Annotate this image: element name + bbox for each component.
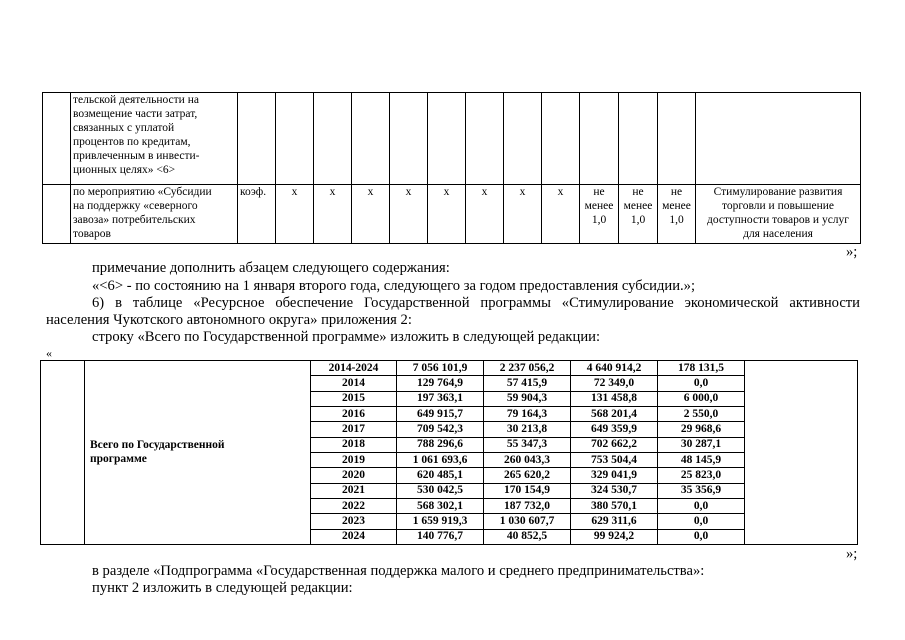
table-row bbox=[311, 452, 745, 467]
federal-cell: 59 904,3 bbox=[484, 391, 571, 406]
cell-line: менее bbox=[662, 200, 691, 212]
table-row bbox=[311, 406, 745, 421]
regional-cell: 99 924,2 bbox=[571, 529, 658, 544]
regional-cell: 568 201,4 bbox=[571, 406, 658, 421]
closing-quote: »; bbox=[846, 546, 858, 562]
total-cell: 788 296,6 bbox=[397, 437, 484, 452]
year-cell: 2020 bbox=[311, 468, 397, 483]
other-cell: 29 968,6 bbox=[658, 422, 745, 437]
indicators-table bbox=[42, 92, 861, 244]
cell-line: не bbox=[632, 186, 644, 198]
regional-cell: 649 359,9 bbox=[571, 422, 658, 437]
table-row bbox=[311, 483, 745, 498]
total-cell: 197 363,1 bbox=[397, 391, 484, 406]
table-row bbox=[311, 468, 745, 483]
cell-line: тельской деятельности на bbox=[73, 94, 199, 106]
table-row bbox=[311, 498, 745, 513]
table-cell bbox=[390, 93, 428, 185]
other-cell: 0,0 bbox=[658, 498, 745, 513]
x-cell: x bbox=[276, 185, 314, 244]
cell-line: 1,0 bbox=[630, 214, 646, 226]
table-cell bbox=[580, 93, 619, 185]
cell-line: ционных целях» <6> bbox=[73, 164, 176, 176]
cell-line: не bbox=[670, 186, 683, 198]
federal-cell: 170 154,9 bbox=[484, 483, 571, 498]
closing-quote: »; bbox=[846, 244, 858, 260]
resource-table bbox=[310, 360, 745, 545]
other-cell: 6 000,0 bbox=[658, 391, 745, 406]
regional-cell: 629 311,6 bbox=[571, 514, 658, 529]
regional-cell: 72 349,0 bbox=[571, 376, 658, 391]
table-cell bbox=[43, 185, 71, 244]
cell-line: связанных с уплатой bbox=[73, 122, 175, 134]
federal-cell: 187 732,0 bbox=[484, 498, 571, 513]
target-cell bbox=[658, 185, 696, 244]
measure-description-cell bbox=[71, 93, 238, 185]
table-row bbox=[311, 529, 745, 544]
regional-cell: 131 458,8 bbox=[571, 391, 658, 406]
opening-quote: « bbox=[46, 346, 52, 360]
paragraph-item-6-cont: населения Чукотского автономного округа» приложения 2: bbox=[46, 312, 412, 328]
label-line: программе bbox=[90, 453, 147, 465]
table-row bbox=[311, 361, 745, 376]
cell-line: на поддержку «северного bbox=[73, 200, 198, 212]
row-label bbox=[90, 438, 225, 466]
cell-line: Стимулирование развития bbox=[713, 186, 843, 198]
target-cell bbox=[580, 185, 619, 244]
cell-line: не bbox=[593, 186, 605, 198]
other-cell: 25 823,0 bbox=[658, 468, 745, 483]
table-cell bbox=[542, 93, 580, 185]
table-row bbox=[311, 514, 745, 529]
table-cell bbox=[314, 93, 352, 185]
x-cell: x bbox=[314, 185, 352, 244]
regional-cell: 329 041,9 bbox=[571, 468, 658, 483]
table-row bbox=[43, 93, 861, 185]
regional-cell: 702 662,2 bbox=[571, 437, 658, 452]
table-cell bbox=[619, 93, 658, 185]
year-cell: 2015 bbox=[311, 391, 397, 406]
federal-cell: 265 620,2 bbox=[484, 468, 571, 483]
regional-cell: 753 504,4 bbox=[571, 452, 658, 467]
cell-line: привлеченным в инвести- bbox=[73, 150, 200, 162]
table-row bbox=[311, 422, 745, 437]
table-row bbox=[43, 185, 861, 244]
x-cell: x bbox=[542, 185, 580, 244]
federal-cell: 57 415,9 bbox=[484, 376, 571, 391]
cell-line: 1,0 bbox=[669, 214, 684, 226]
table-cell bbox=[658, 93, 696, 185]
other-cell: 0,0 bbox=[658, 376, 745, 391]
x-cell: x bbox=[504, 185, 542, 244]
year-cell: 2014-2024 bbox=[311, 361, 397, 376]
other-cell: 2 550,0 bbox=[658, 406, 745, 421]
cell-line: товаров bbox=[73, 228, 111, 240]
cell-line: завоза» потребительских bbox=[73, 214, 196, 226]
table-cell bbox=[238, 93, 276, 185]
cell-line: для населения bbox=[743, 228, 813, 240]
other-cell: 0,0 bbox=[658, 514, 745, 529]
year-cell: 2021 bbox=[311, 483, 397, 498]
regional-cell: 380 570,1 bbox=[571, 498, 658, 513]
other-cell: 48 145,9 bbox=[658, 452, 745, 467]
table-cell bbox=[276, 93, 314, 185]
total-cell: 530 042,5 bbox=[397, 483, 484, 498]
federal-cell: 55 347,3 bbox=[484, 437, 571, 452]
other-cell: 178 131,5 bbox=[658, 361, 745, 376]
year-cell: 2014 bbox=[311, 376, 397, 391]
cell-line: по мероприятию «Субсидии bbox=[73, 186, 212, 198]
table-cell bbox=[428, 93, 466, 185]
paragraph-subprogram: в разделе «Подпрограмма «Государственная поддержка малого и среднего предпринимательства»: bbox=[92, 563, 705, 579]
cell-line: процентов по кредитам, bbox=[73, 136, 191, 148]
cell-line: менее bbox=[584, 200, 614, 212]
regional-cell: 4 640 914,2 bbox=[571, 361, 658, 376]
table-cell bbox=[466, 93, 504, 185]
total-cell: 649 915,7 bbox=[397, 406, 484, 421]
total-cell: 568 302,1 bbox=[397, 498, 484, 513]
year-cell: 2023 bbox=[311, 514, 397, 529]
cell-line: доступности товаров и услуг bbox=[706, 214, 850, 226]
x-cell: x bbox=[428, 185, 466, 244]
purpose-cell bbox=[696, 185, 861, 244]
measure-description-cell bbox=[71, 185, 238, 244]
total-cell: 620 485,1 bbox=[397, 468, 484, 483]
total-cell: 7 056 101,9 bbox=[397, 361, 484, 376]
federal-cell: 260 043,3 bbox=[484, 452, 571, 467]
federal-cell: 30 213,8 bbox=[484, 422, 571, 437]
year-cell: 2017 bbox=[311, 422, 397, 437]
paragraph-footnote: «<6> - по состоянию на 1 января второго года, следующего за годом предоставления субсидии.»; bbox=[92, 278, 696, 294]
cell-line: менее bbox=[623, 200, 653, 212]
paragraph-item-6: 6) в таблице «Ресурсное обеспечение Государственной программы «Стимулирование экономической активности bbox=[92, 295, 860, 311]
federal-cell: 1 030 607,7 bbox=[484, 514, 571, 529]
table-row bbox=[311, 391, 745, 406]
label-line: Всего по Государственной bbox=[90, 439, 225, 451]
regional-cell: 324 530,7 bbox=[571, 483, 658, 498]
year-cell: 2018 bbox=[311, 437, 397, 452]
cell-line: возмещение части затрат, bbox=[73, 108, 198, 120]
year-cell: 2019 bbox=[311, 452, 397, 467]
unit-cell: коэф. bbox=[238, 185, 276, 244]
table-row bbox=[311, 437, 745, 452]
federal-cell: 79 164,3 bbox=[484, 406, 571, 421]
total-cell: 1 659 919,3 bbox=[397, 514, 484, 529]
total-cell: 129 764,9 bbox=[397, 376, 484, 391]
x-cell: x bbox=[390, 185, 428, 244]
target-cell bbox=[619, 185, 658, 244]
total-cell: 709 542,3 bbox=[397, 422, 484, 437]
year-cell: 2024 bbox=[311, 529, 397, 544]
year-cell: 2022 bbox=[311, 498, 397, 513]
table-row bbox=[311, 376, 745, 391]
paragraph-point-2: пункт 2 изложить в следующей редакции: bbox=[92, 580, 353, 596]
paragraph-row-instruction: строку «Всего по Государственной программе» изложить в следующей редакции: bbox=[92, 329, 600, 345]
total-cell: 140 776,7 bbox=[397, 529, 484, 544]
federal-cell: 2 237 056,2 bbox=[484, 361, 571, 376]
paragraph-note: примечание дополнить абзацем следующего содержания: bbox=[92, 260, 450, 276]
table-cell bbox=[696, 93, 861, 185]
table-cell bbox=[43, 93, 71, 185]
table-cell bbox=[352, 93, 390, 185]
other-cell: 30 287,1 bbox=[658, 437, 745, 452]
x-cell: x bbox=[352, 185, 390, 244]
cell-line: торговли и повышение bbox=[721, 200, 835, 212]
other-cell: 35 356,9 bbox=[658, 483, 745, 498]
column-divider bbox=[84, 360, 85, 545]
federal-cell: 40 852,5 bbox=[484, 529, 571, 544]
x-cell: x bbox=[466, 185, 504, 244]
table-cell bbox=[504, 93, 542, 185]
total-cell: 1 061 693,6 bbox=[397, 452, 484, 467]
year-cell: 2016 bbox=[311, 406, 397, 421]
cell-line: 1,0 bbox=[591, 214, 607, 226]
other-cell: 0,0 bbox=[658, 529, 745, 544]
